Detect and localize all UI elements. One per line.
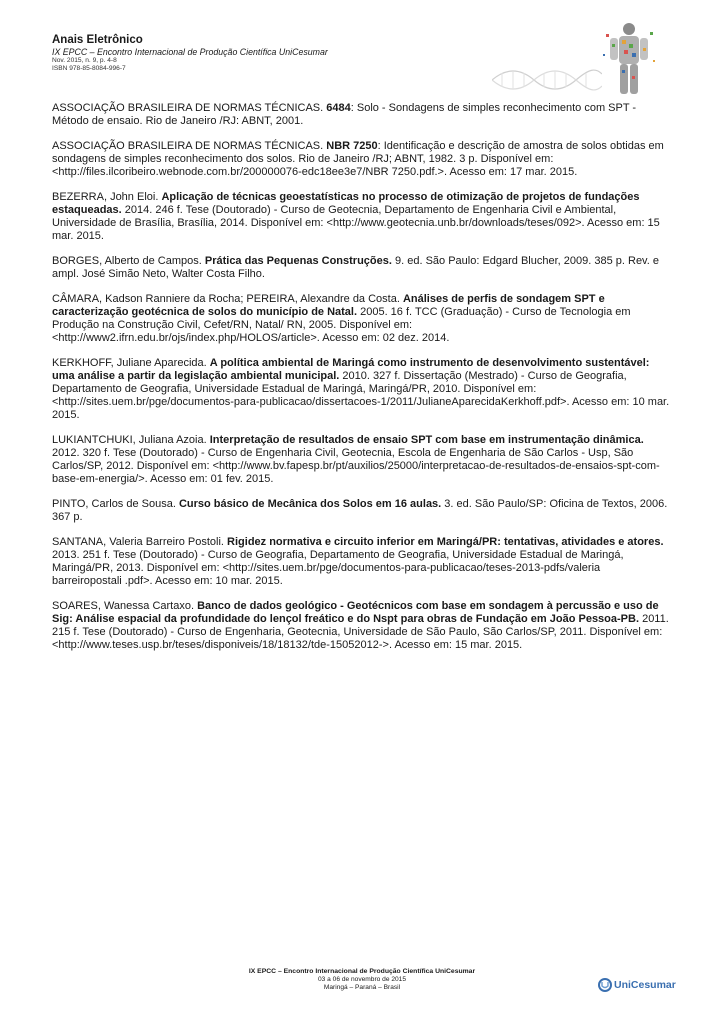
- header-title: Anais Eletrônico: [52, 34, 143, 46]
- header-issue: Nov. 2015, n. 9, p. 4-8: [52, 57, 117, 64]
- reference-item: CÂMARA, Kadson Ranniere da Rocha; PEREIRA, Alexandre da Costa. Análises de perfis de sondagem SPT e caracterização geotécnica de solos do município de Natal. 2005. 16 f. TCC (Graduação) - Curso de Tecnologia em Produção na Construção Civil, Cefet/RN, Natal/ RN, 2005. Disponível em: <http://www2.ifrn.edu.br/ojs/index.php/HOLOS/article>. Acesso em: 02 dez. 2014.: [52, 293, 631, 344]
- reference-item: BEZERRA, John Eloi. Aplicação de técnicas geoestatísticas no processo de otimização de projetos de fundações estaqueadas. 2014. 246 f. Tese (Doutorado) - Curso de Geotecnia, Departamento de Engenharia Civil e Ambiental, Universidade de Brasília, Brasília, 2014. Disponível em: <http://www.geotecnia.unb.br/downloads/teses/092>. Acesso em: 15 mar. 2015.: [52, 191, 660, 242]
- reference-item: SANTANA, Valeria Barreiro Postoli. Rigidez normativa e circuito inferior em Maringá/PR: tentativas, atividades e atores. 2013. 251 f. Tese (Doutorado) - Curso de Geografia, Departamento de Geografia, Universidade Estadual de Maringá, Maringá/PR, 2013. Disponível em: <http://sites.uem.br/pge/documentos-para-publicacao/teses-2013-pdfs/valeria barreiropostali .pdf>. Acesso em: 10 mar. 2015.: [52, 536, 664, 587]
- reference-item: BORGES, Alberto de Campos. Prática das Pequenas Construções. 9. ed. São Paulo: Edgard Blucher, 2009. 385 p. Rev. e ampl. José Simão Neto, Walter Costa Filho.: [52, 255, 659, 280]
- references-list: [52, 102, 672, 664]
- header-isbn: ISBN 978-85-8084-996-7: [52, 65, 126, 72]
- footer-dates: 03 a 06 de novembro de 2015: [318, 976, 406, 983]
- reference-item: KERKHOFF, Juliane Aparecida. A política ambiental de Maringá como instrumento de desenvolvimento sustentável: uma análise a partir da legislação ambiental municipal. 2010. 327 f. Dissertação (Mestrado) - Curso de Geografia, Departamento de Geografia, Universidade Estadual de Maringá, Maringá/PR, 2010. Disponível em: <http://sites.uem.br/pge/documentos-para-publicacao/dissertacoes-1/2011/JulianeAparecidaKerkhoff.pdf>. Acesso em: 10 mar. 2015.: [52, 357, 670, 421]
- unicesumar-brand-text: UniCesumar: [614, 979, 676, 991]
- page-footer: [200, 968, 524, 992]
- reference-item: ASSOCIAÇÃO BRASILEIRA DE NORMAS TÉCNICAS. NBR 7250: Identificação e descrição de amostra de solos obtidas em sondagens de simples reconhecimento dos solos. Rio de Janeiro /RJ; ABNT, 1982. 3 p. Disponível em: <http://files.ilcoribeiro.webnode.com.br/200000076-edc18ee3e7/NBR 7250.pdf.>. Acesso em: 17 mar. 2015.: [52, 140, 664, 178]
- header-subtitle: IX EPCC – Encontro Internacional de Produção Científica UniCesumar: [52, 47, 328, 57]
- reference-item: PINTO, Carlos de Sousa. Curso básico de Mecânica dos Solos em 16 aulas. 3. ed. São Paulo/SP: Oficina de Textos, 2006. 367 p.: [52, 498, 668, 523]
- footer-event: IX EPCC – Encontro Internacional de Produção Científica UniCesumar: [248, 968, 476, 975]
- unicesumar-logo: [598, 978, 676, 992]
- reference-item: LUKIANTCHUKI, Juliana Azoia. Interpretação de resultados de ensaio SPT com base em instrumentação dinâmica. 2012. 320 f. Tese (Doutorado) - Curso de Engenharia Civil, Geotecnia, Escola de Engenharia de São Carlos - Usp, São Carlos/SP, 2012. Disponível em: <http://www.bv.fapesp.br/pt/auxilios/25000/interpretacao-de-resultados-de-ensaios-spt-com-base-em-energia/>. Acesso em: 01 fev. 2015.: [52, 434, 660, 485]
- page-header: [52, 34, 492, 73]
- reference-item: SOARES, Wanessa Cartaxo. Banco de dados geológico - Geotécnicos com base em sondagem à percussão e uso de Sig: Análise espacial da profundidade do lençol freático e do Nspt para obras de Fundação em João Pessoa-PB. 2011. 215 f. Tese (Doutorado) - Curso de Engenharia, Geotecnia, Universidade de São Paulo, São Carlos/SP, 2011. Disponível em: <http://www.teses.usp.br/teses/disponiveis/18/18132/tde-15052012->. Acesso em: 15 mar. 2015.: [52, 600, 669, 651]
- unicesumar-mark-icon: [598, 978, 612, 992]
- dna-helix-graphic: [492, 68, 602, 92]
- footer-location: Maringá – Paraná – Brasil: [323, 984, 401, 991]
- reference-item: ASSOCIAÇÃO BRASILEIRA DE NORMAS TÉCNICAS. 6484: Solo - Sondagens de simples reconhecimento com SPT - Método de ensaio. Rio de Janeiro /RJ: ABNT, 2001.: [52, 102, 637, 127]
- human-figure-mosaic-logo: [598, 20, 660, 96]
